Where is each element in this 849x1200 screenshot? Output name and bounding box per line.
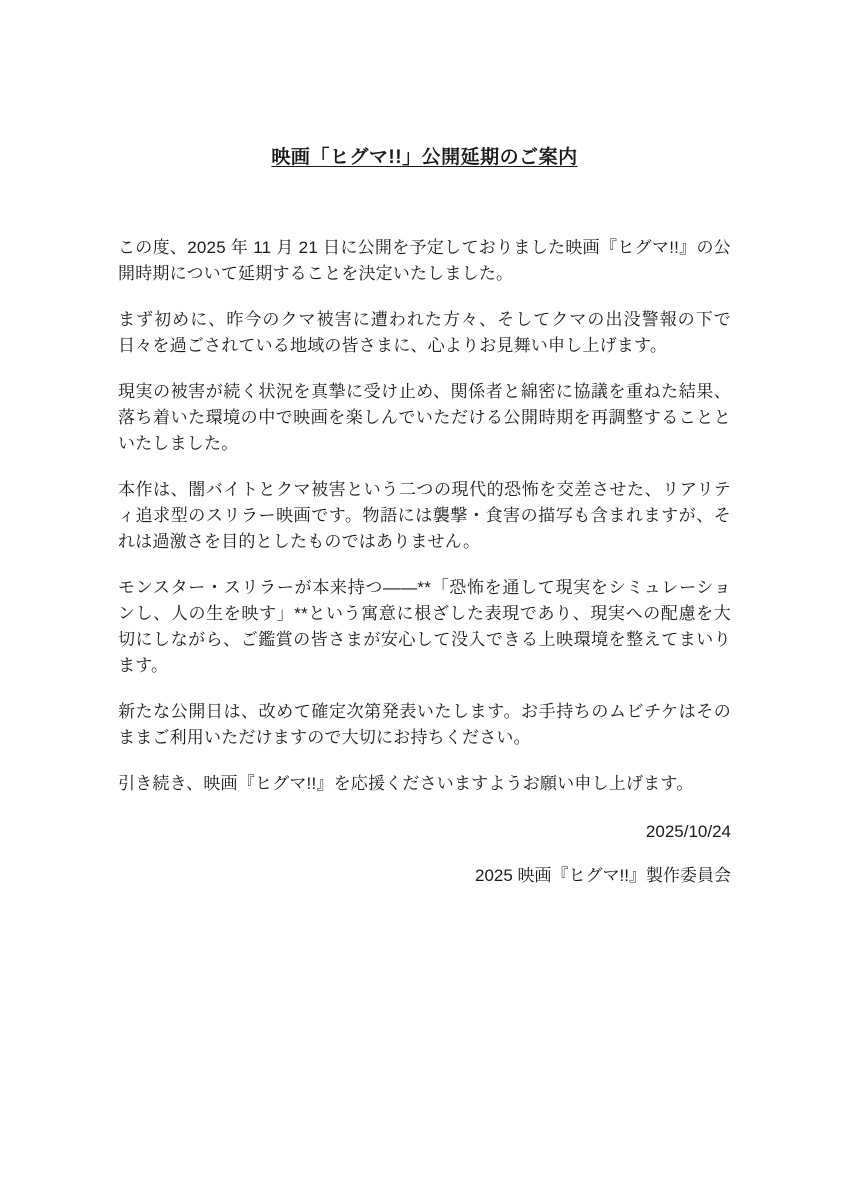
paragraph-intent: モンスター・スリラーが本来持つ――**「恐怖を通して現実をシミュレーションし、人の生を映す」**という寓意に根ざした表現であり、現実への配慮を大切にしながら、ご鑑賞の皆さまが安心して没入できる上映環境を整えてまいります。	[118, 578, 731, 675]
paragraph-new-date-tickets: 新たな公開日は、改めて確定次第発表いたします。お手持ちのムビチケはそのままご利用いただけますので大切にお持ちください。	[118, 702, 731, 747]
date-line: 2025/10/24	[645, 822, 731, 841]
document-body	[118, 235, 731, 797]
paragraph-closing: 引き続き、映画『ヒグマ!!』を応援くださいますようお願い申し上げます。	[118, 774, 694, 793]
document-title: 映画「ヒグマ!!」公開延期のご案内	[271, 147, 578, 168]
signature-line: 2025 映画『ヒグマ!!』製作委員会	[475, 866, 731, 885]
paragraph-sympathy: まず初めに、昨今のクマ被害に遭われた方々、そしてクマの出没警報の下で日々を過ごされている地域の皆さまに、心よりお見舞い申し上げます。	[118, 310, 731, 355]
paragraph-announcement: この度、2025 年 11 月 21 日に公開を予定しておりました映画『ヒグマ!!』の公開時期について延期することを決定いたしました。	[118, 238, 731, 283]
paragraph-reason: 現実の被害が続く状況を真摯に受け止め、関係者と綿密に協議を重ねた結果、落ち着いた環境の中で映画を楽しんでいただける公開時期を再調整することといたしました。	[118, 382, 731, 453]
paragraph-film-description: 本作は、闇バイトとクマ被害という二つの現代的恐怖を交差させた、リアリティ追求型のスリラー映画です。物語には襲撃・食害の描写も含まれますが、それは過激さを目的としたものではありません。	[118, 480, 731, 551]
